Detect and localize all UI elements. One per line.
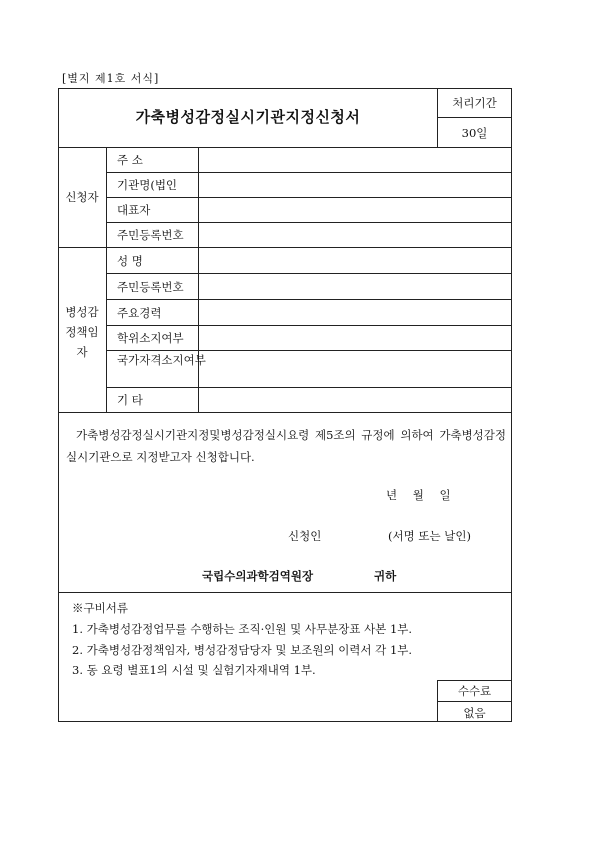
required-documents-heading: ※구비서류 — [72, 601, 128, 615]
fee-value: 없음 — [463, 706, 486, 720]
address-field[interactable] — [199, 148, 511, 172]
responsible-section-label — [58, 302, 106, 362]
name-label: 성 명 — [117, 254, 143, 268]
responsible-resident-number-label: 주민등록번호 — [117, 280, 184, 294]
representative-field[interactable] — [199, 198, 511, 222]
resident-number-field[interactable] — [199, 223, 511, 247]
form-number-label: [별지 제1호 서식] — [62, 72, 160, 85]
career-field[interactable] — [199, 300, 511, 325]
degree-field[interactable] — [199, 326, 511, 350]
required-document-item: 1. 가축병성감정업무를 수행하는 조직·인원 및 사무분장표 사본 1부. — [72, 622, 413, 636]
section-divider — [58, 592, 512, 593]
license-label: 국가자격소지여부 — [117, 353, 206, 367]
fee-label: 수수료 — [457, 684, 492, 698]
other-field[interactable] — [199, 388, 511, 412]
date-line — [386, 487, 462, 503]
honorific: 귀하 — [374, 569, 397, 583]
responsible-label-line: 정책임 — [65, 325, 99, 339]
year-label: 년 — [386, 488, 399, 502]
section-divider — [58, 412, 512, 413]
processing-period-label: 처리기간 — [452, 96, 497, 110]
responsible-resident-number-field[interactable] — [199, 274, 511, 299]
career-label: 주요경력 — [117, 306, 162, 320]
required-document-item: 2. 가축병성감정책임자, 병성감정담당자 및 보조원의 이력서 각 1부. — [72, 643, 413, 657]
fee-box-divider — [437, 701, 512, 702]
degree-label: 학위소지여부 — [117, 331, 184, 345]
recipient: 국립수의과학검역원장 — [202, 569, 314, 583]
period-row-divider — [437, 117, 512, 118]
processing-period-value: 30일 — [461, 126, 488, 140]
license-field[interactable] — [199, 351, 511, 387]
required-document-item: 3. 동 요령 별표1의 시설 및 실험기자재내역 1부. — [72, 663, 316, 677]
responsible-label-line: 병성감 — [65, 305, 99, 319]
form-title: 가축병성감정실시기관지정신청서 — [135, 108, 361, 126]
institution-name-field[interactable] — [199, 173, 511, 197]
address-label: 주 소 — [117, 153, 143, 167]
application-statement: 가축병성감정실시기관지정및병성감정실시요령 제5조의 규정에 의하여 가축병성감정실시기관으로 지정받고자 신청합니다. — [66, 428, 506, 464]
applicant-section-label: 신청자 — [65, 190, 99, 204]
responsible-label-line: 자 — [76, 345, 88, 359]
other-label: 기 타 — [117, 393, 143, 407]
day-label: 일 — [439, 488, 452, 502]
section-label-divider — [106, 147, 107, 412]
representative-label: 대표자 — [117, 203, 151, 217]
name-field[interactable] — [199, 248, 511, 273]
applicant-label: 신청인 — [288, 529, 322, 543]
signature-note: (서명 또는 날인) — [388, 529, 471, 543]
month-label: 월 — [412, 488, 425, 502]
institution-name-label: 기관명(법인 — [117, 178, 178, 192]
fee-box-top — [437, 680, 512, 681]
resident-number-label: 주민등록번호 — [117, 228, 184, 242]
